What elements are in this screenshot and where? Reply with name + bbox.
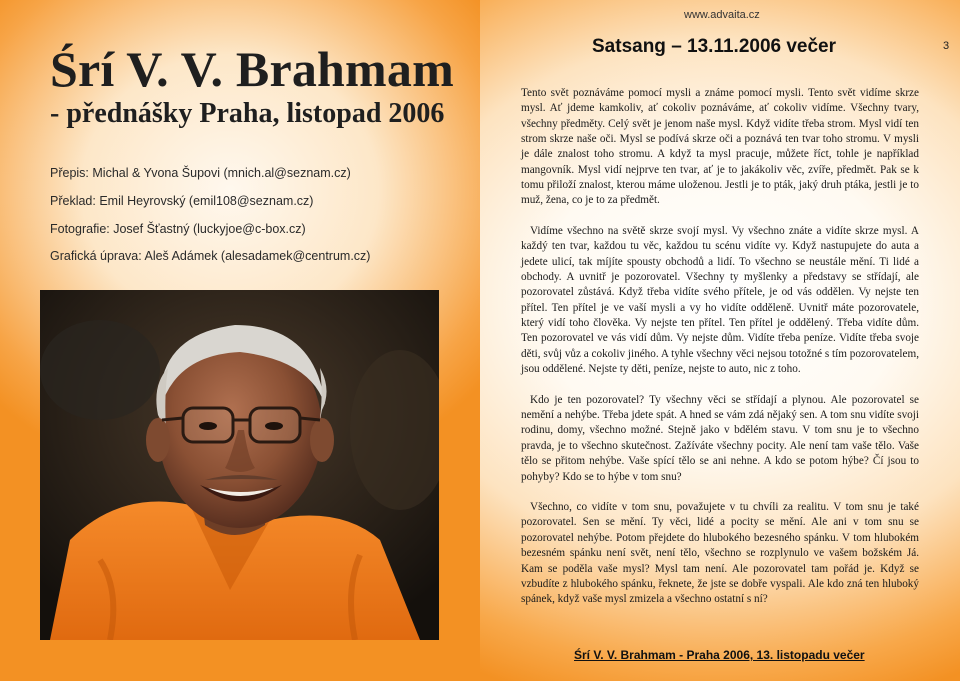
paragraph-1: Tento svět poznáváme pomocí mysli a známe pomocí mysli. Tento svět vidíme skrze mysl. Ať jdeme kamkoliv, ať cokoliv poznáváme, ať cokoliv vidíme. Všechny tvary, všechny předměty. Celý svět je jenom naše mysl. Když vidíte třeba strom. Mysl vidí ten strom skrze naše oči. Mysl se podívá skrze oči a poznává ten tvar toho stromu. V mysli je dále znalost toho stromu. A když ta mysl pracuje, můžete říct, tohle je například mangovník. Mysl vidí nejprve ten tvar, ať je to jakákoliv věc, zvíře, předmět. Pak se k tomu přiloží znalost, kterou máme uloženou. Jestli je to pták, jaký druh ptáka, jestli je to muž, žena, co je to za předmět. (521, 87, 919, 207)
credit-transcription: Přepis: Michal & Yvona Šupovi (mnich.al@seznam.cz) (50, 166, 351, 180)
section-heading: Satsang – 13.11.2006 večer (592, 36, 837, 57)
article-body (521, 86, 919, 608)
page-title: Śrí V. V. Brahmam (50, 41, 454, 97)
page-number: 3 (943, 40, 950, 52)
paragraph-4: Všechno, co vidíte v tom snu, považujete v tu chvíli za realitu. V tom snu je také pozorovatel. Sen se mění. Ty věci, lidé a pocity se mění. Ale ani v tom snu se pozorovatel nehýbe. Potom přejdete do hlubokého bezesného spánku. V tom hlubokém bezesném spánku není svět, není tělo, všechno se rozplynulo ve vašem božském Já. Kam se poděla vaše mysl? Mysl tam není. Ale pozorovatel tam pořád je. Když se vzbudíte z hlubokého spánku, řeknete, že jste se dobře vyspali. Ale kdo zná ten hluboký spánek, když vaše mysl zmizela a všechno ostatní s ní? (521, 501, 919, 606)
paragraph-2: Vidíme všechno na světě skrze svojí mysl. Vy všechno znáte a vidíte skrze mysl. A každý ten tvar, každou tu věc, každou tu scénu vidíte vy. Když nastupujete do auta a jedete ulicí, tak míjíte spousty obchodů a lidí. To všechno se neustále mění. Ti lidé a obchody. A uvnitř je pozorovatel. Všechny ty myšlenky a představy se střídají, ale pozorovatel zůstává. Když třeba vidíte svého přítele, je od vás oddělen. Vy nejste ten přítel. Ten přítel je ve vaší mysli a vy ho vidíte odděleně. Uvnitř máte pozorovatele, který vidí toho člověka. Vy nejste ten přítel. Ten přítel je oddělený. Třeba vidíte dům. Ten pozorovatel ve vás vidí dům. Vy nejste dům. Vidíte třeba peníze. Vidíte třeba svoje děti, svůj vůz a cokoliv jiného. A tyhle všechny věci nejsou totožné s tím pozorovatelem, jsou oddělené. Nejste ty děti, peníze, nejste to auto, nic z toho. (521, 225, 920, 376)
page-subtitle: - přednášky Praha, listopad 2006 (50, 98, 445, 129)
portrait-photo (40, 290, 439, 640)
website-url[interactable]: www.advaita.cz (684, 9, 760, 21)
credit-translation: Překlad: Emil Heyrovský (emil108@seznam.cz) (50, 194, 314, 208)
footer-caption: Śrí V. V. Brahmam - Praha 2006, 13. listopadu večer (574, 648, 865, 662)
paragraph-3: Kdo je ten pozorovatel? Ty všechny věci se střídají a plynou. Ale pozorovatel se nemění a nehýbe. Třeba jdete spát. A hned se vám zdá nějaký sen. A tom snu vidíte svoji rodinu, domy, všechno možné. Stejně jako v bdělém stavu. V tom snu je to všechno pravda, je to všechno skutečnost. Zažíváte všechny pocity. Ale není tam vaše tělo. Vaše tělo se přitom nehýbe. Vaše spící tělo se ani nehne. A kdo se potom hýbe? Čí jsou to pohyby? Kdo se to hýbe v tom snu? (521, 393, 919, 483)
credit-graphic-design: Grafická úprava: Aleš Adámek (alesadamek@centrum.cz) (50, 249, 371, 263)
credit-photography: Fotografie: Josef Šťastný (luckyjoe@c-box.cz) (50, 222, 306, 236)
